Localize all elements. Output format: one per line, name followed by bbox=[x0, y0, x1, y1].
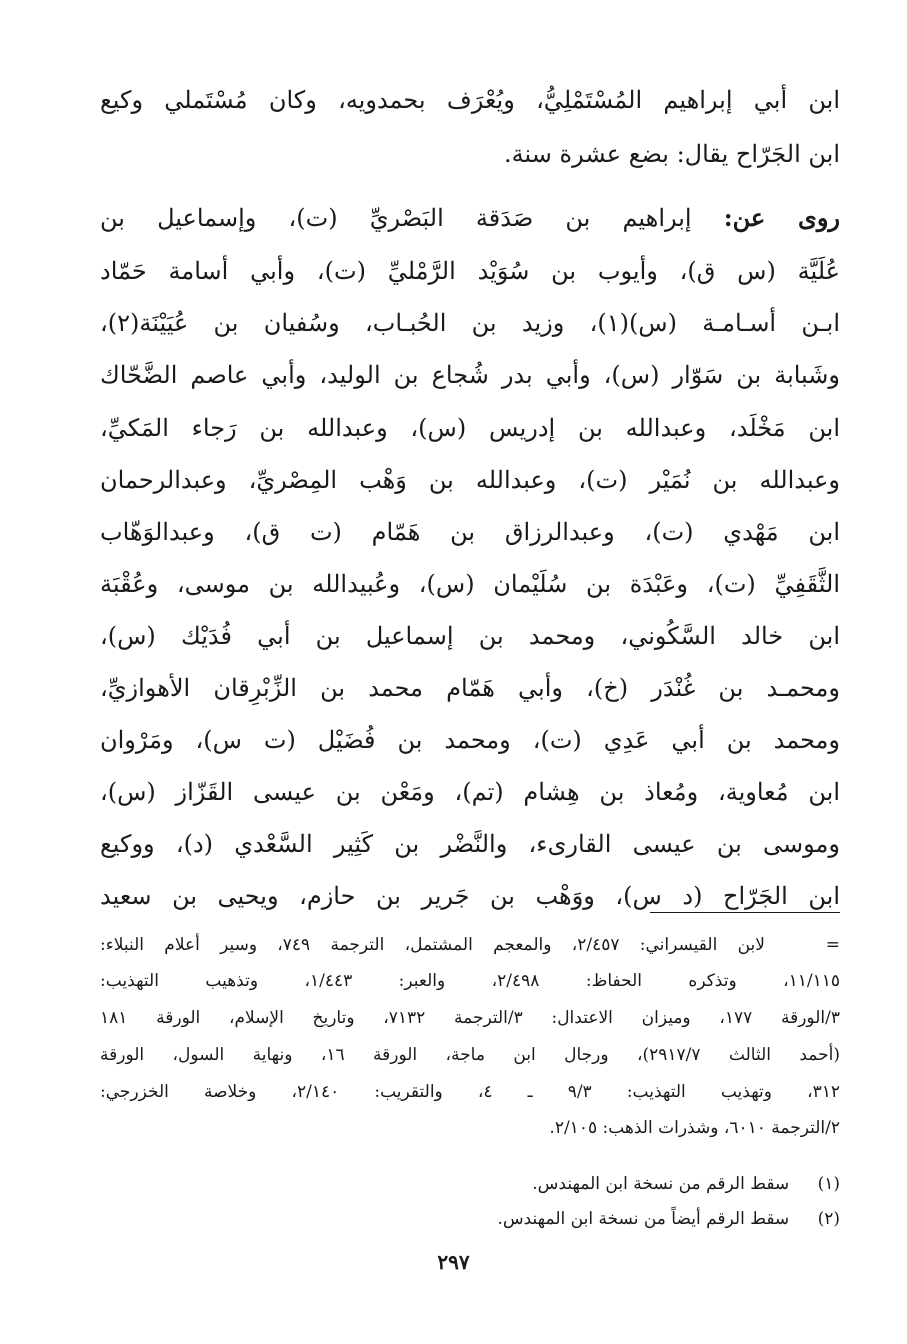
footnote-line: ٢/الترجمة ٦٠١٠، وشذرات الذهب: ٢/١٠٥. bbox=[549, 1118, 840, 1138]
text-line: ابن مُعاوية، ومُعاذ بن هِشام (تم)، ومَعْن بن عيسى القَزّاز (س)، bbox=[100, 778, 840, 806]
text-line bbox=[100, 192, 840, 244]
text-line: ابن مَهْدي (ت)، وعبدالرزاق بن هَمّام (ت ق)، وعبدالوَهّاب bbox=[100, 518, 840, 546]
footnote-line: (أحمد الثالث ٢٩١٧/٧)، ورجال ابن ماجة، الورقة ١٦، ونهاية السول، الورقة bbox=[100, 1045, 840, 1065]
text-line: ابن الجَرّاح (د س)، ووَهْب بن جَرير بن حازم، ويحيى بن سعيد bbox=[100, 882, 840, 910]
text-line: ابن مَخْلَد، وعبدالله بن إدريس (س)، وعبدالله بن رَجاء المَكيِّ، bbox=[100, 414, 840, 442]
text-line: وموسى بن عيسى القارىء، والنَّضْر بن كَثِير السَّعْدي (د)، ووكيع bbox=[100, 830, 840, 858]
text-line: ابن الجَرّاح يقال: بضع عشرة سنة. bbox=[504, 140, 840, 168]
footnote-text: سقط الرقم أيضاً من نسخة ابن المهندس. bbox=[497, 1209, 790, 1229]
footnote-2 bbox=[100, 1203, 840, 1235]
page-number: ٢٩٧ bbox=[437, 1250, 470, 1274]
footnote-number: (١) bbox=[817, 1174, 840, 1194]
footnote-line: ٣١٢، وتهذيب التهذيب: ٩/٣ ـ ٤، والتقريب: ٢/١٤٠، وخلاصة الخزرجي: bbox=[100, 1082, 840, 1102]
footnote-text: سقط الرقم من نسخة ابن المهندس. bbox=[532, 1174, 790, 1194]
text-line: ابن خالد السَّكُوني، ومحمد بن إسماعيل بن أبي فُدَيْك (س)، bbox=[100, 622, 840, 650]
footnote-line: ٣/الورقة ١٧٧، وميزان الاعتدال: ٣/الترجمة ٧١٣٢، وتاريخ الإسلام، الورقة ١٨١ bbox=[100, 1008, 840, 1028]
text-line: ابن أبي إبراهيم المُسْتَمْلِيُّ، ويُعْرَف بحمدويه، وكان مُسْتَملي وكيع bbox=[100, 86, 840, 114]
text-line: الثَّقَفِيِّ (ت)، وعَبْدَة بن سُلَيْمان (س)، وعُبيدالله بن موسى، وعُقْبَة bbox=[100, 570, 840, 598]
text-segment: لابن القيسراني: ٢/٤٥٧، والمعجم المشتمل، الترجمة ٧٤٩، وسير أعلام النبلاء: bbox=[100, 935, 765, 955]
text-line: ابـن أسـامـة (س)(١)، وزيد بن الحُبـاب، وسُفيان بن عُيَيْنَة(٢)، bbox=[100, 309, 840, 337]
section-label: روى عن: bbox=[723, 203, 840, 232]
text-line: وعبدالله بن نُمَيْر (ت)، وعبدالله بن وَهْب المِصْريِّ، وعبدالرحمان bbox=[100, 466, 840, 494]
footnote-line bbox=[100, 927, 840, 963]
text-segment: إبراهيم بن صَدَقة البَصْريِّ (ت)، وإسماعيل بن bbox=[100, 204, 724, 232]
footnote-number: (٢) bbox=[817, 1209, 840, 1229]
footnote-1 bbox=[100, 1168, 840, 1200]
text-line: عُلَيَّة (س ق)، وأيوب بن سُوَيْد الرَّمْليِّ (ت)، وأبي أسامة حَمّاد bbox=[100, 257, 840, 285]
text-line: وشَبابة بن سَوّار (س)، وأبي بدر شُجاع بن الوليد، وأبي عاصم الضَّحّاك bbox=[100, 361, 840, 389]
continuation-marker: = bbox=[825, 935, 840, 955]
footnote-separator bbox=[650, 912, 840, 913]
text-line: ومحمد بن أبي عَدِي (ت)، ومحمد بن فُضَيْل (ت س)، ومَرْوان bbox=[100, 726, 840, 754]
footnote-line: ١١/١١٥، وتذكره الحفاظ: ٢/٤٩٨، والعبر: ١/٤٤٣، وتذهيب التهذيب: bbox=[100, 971, 840, 991]
text-line: ومحمـد بن غُنْدَر (خ)، وأبي هَمّام محمد بن الزِّبْرِقان الأهوازيِّ، bbox=[100, 674, 840, 702]
